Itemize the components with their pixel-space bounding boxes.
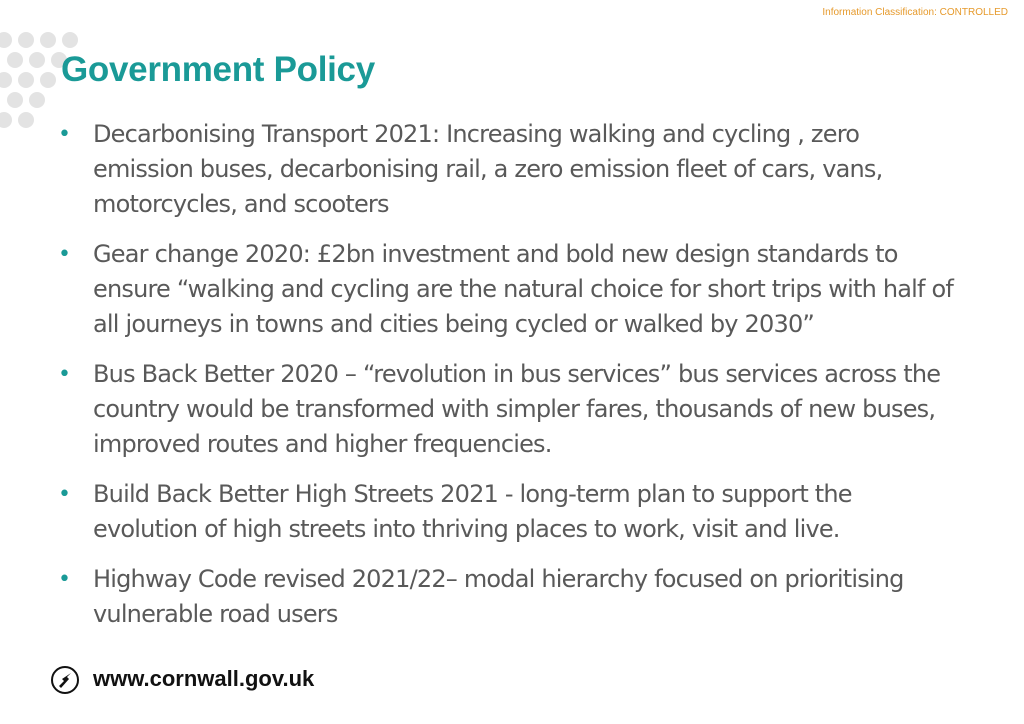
bullet-high-streets bbox=[58, 477, 958, 547]
decor-dot bbox=[18, 72, 34, 88]
decor-dot bbox=[7, 52, 23, 68]
bullet-icon: • bbox=[58, 482, 71, 507]
bullet-text: Gear change 2020: £2bn investment and bold new design standards to ensure “walking and cycling are the natural choice for short trips with half of all journeys in towns and cities being cycled or walked by 2030” bbox=[93, 240, 954, 338]
bullet-text: Highway Code revised 2021/22– modal hierarchy focused on prioritising vulnerable road users bbox=[93, 565, 904, 628]
bullet-icon: • bbox=[58, 122, 71, 147]
policy-bullet-list bbox=[58, 117, 958, 647]
decor-dot bbox=[29, 92, 45, 108]
compass-arrow-icon bbox=[50, 665, 80, 695]
bullet-icon: • bbox=[58, 242, 71, 267]
bullet-icon: • bbox=[58, 567, 71, 592]
decor-dot bbox=[18, 112, 34, 128]
bullet-text: Build Back Better High Streets 2021 - long-term plan to support the evolution of high streets into thriving places to work, visit and live. bbox=[93, 480, 852, 543]
decor-dot bbox=[29, 52, 45, 68]
decor-dot bbox=[62, 32, 78, 48]
footer-website-link[interactable]: www.cornwall.gov.uk bbox=[93, 666, 315, 691]
decor-dot bbox=[0, 32, 12, 48]
bullet-icon: • bbox=[58, 362, 71, 387]
bullet-decarbonising-transport bbox=[58, 117, 958, 222]
decor-dot bbox=[40, 32, 56, 48]
bullet-gear-change bbox=[58, 237, 958, 342]
classification-label: Information Classification: CONTROLLED bbox=[822, 7, 1008, 18]
bullet-text: Decarbonising Transport 2021: Increasing walking and cycling , zero emission buses, decarbonising rail, a zero emission fleet of cars, vans, motorcycles, and scooters bbox=[93, 120, 883, 218]
page-title: Government Policy bbox=[61, 50, 375, 89]
bullet-text: Bus Back Better 2020 – “revolution in bus services” bus services across the country would be transformed with simpler fares, thousands of new buses, improved routes and higher frequencies. bbox=[93, 360, 941, 458]
decor-dot bbox=[0, 112, 12, 128]
decor-dot bbox=[40, 72, 56, 88]
bullet-bus-back-better bbox=[58, 357, 958, 462]
decor-dot bbox=[18, 32, 34, 48]
bullet-highway-code bbox=[58, 562, 958, 632]
decor-dot bbox=[0, 72, 12, 88]
decor-dot bbox=[7, 92, 23, 108]
